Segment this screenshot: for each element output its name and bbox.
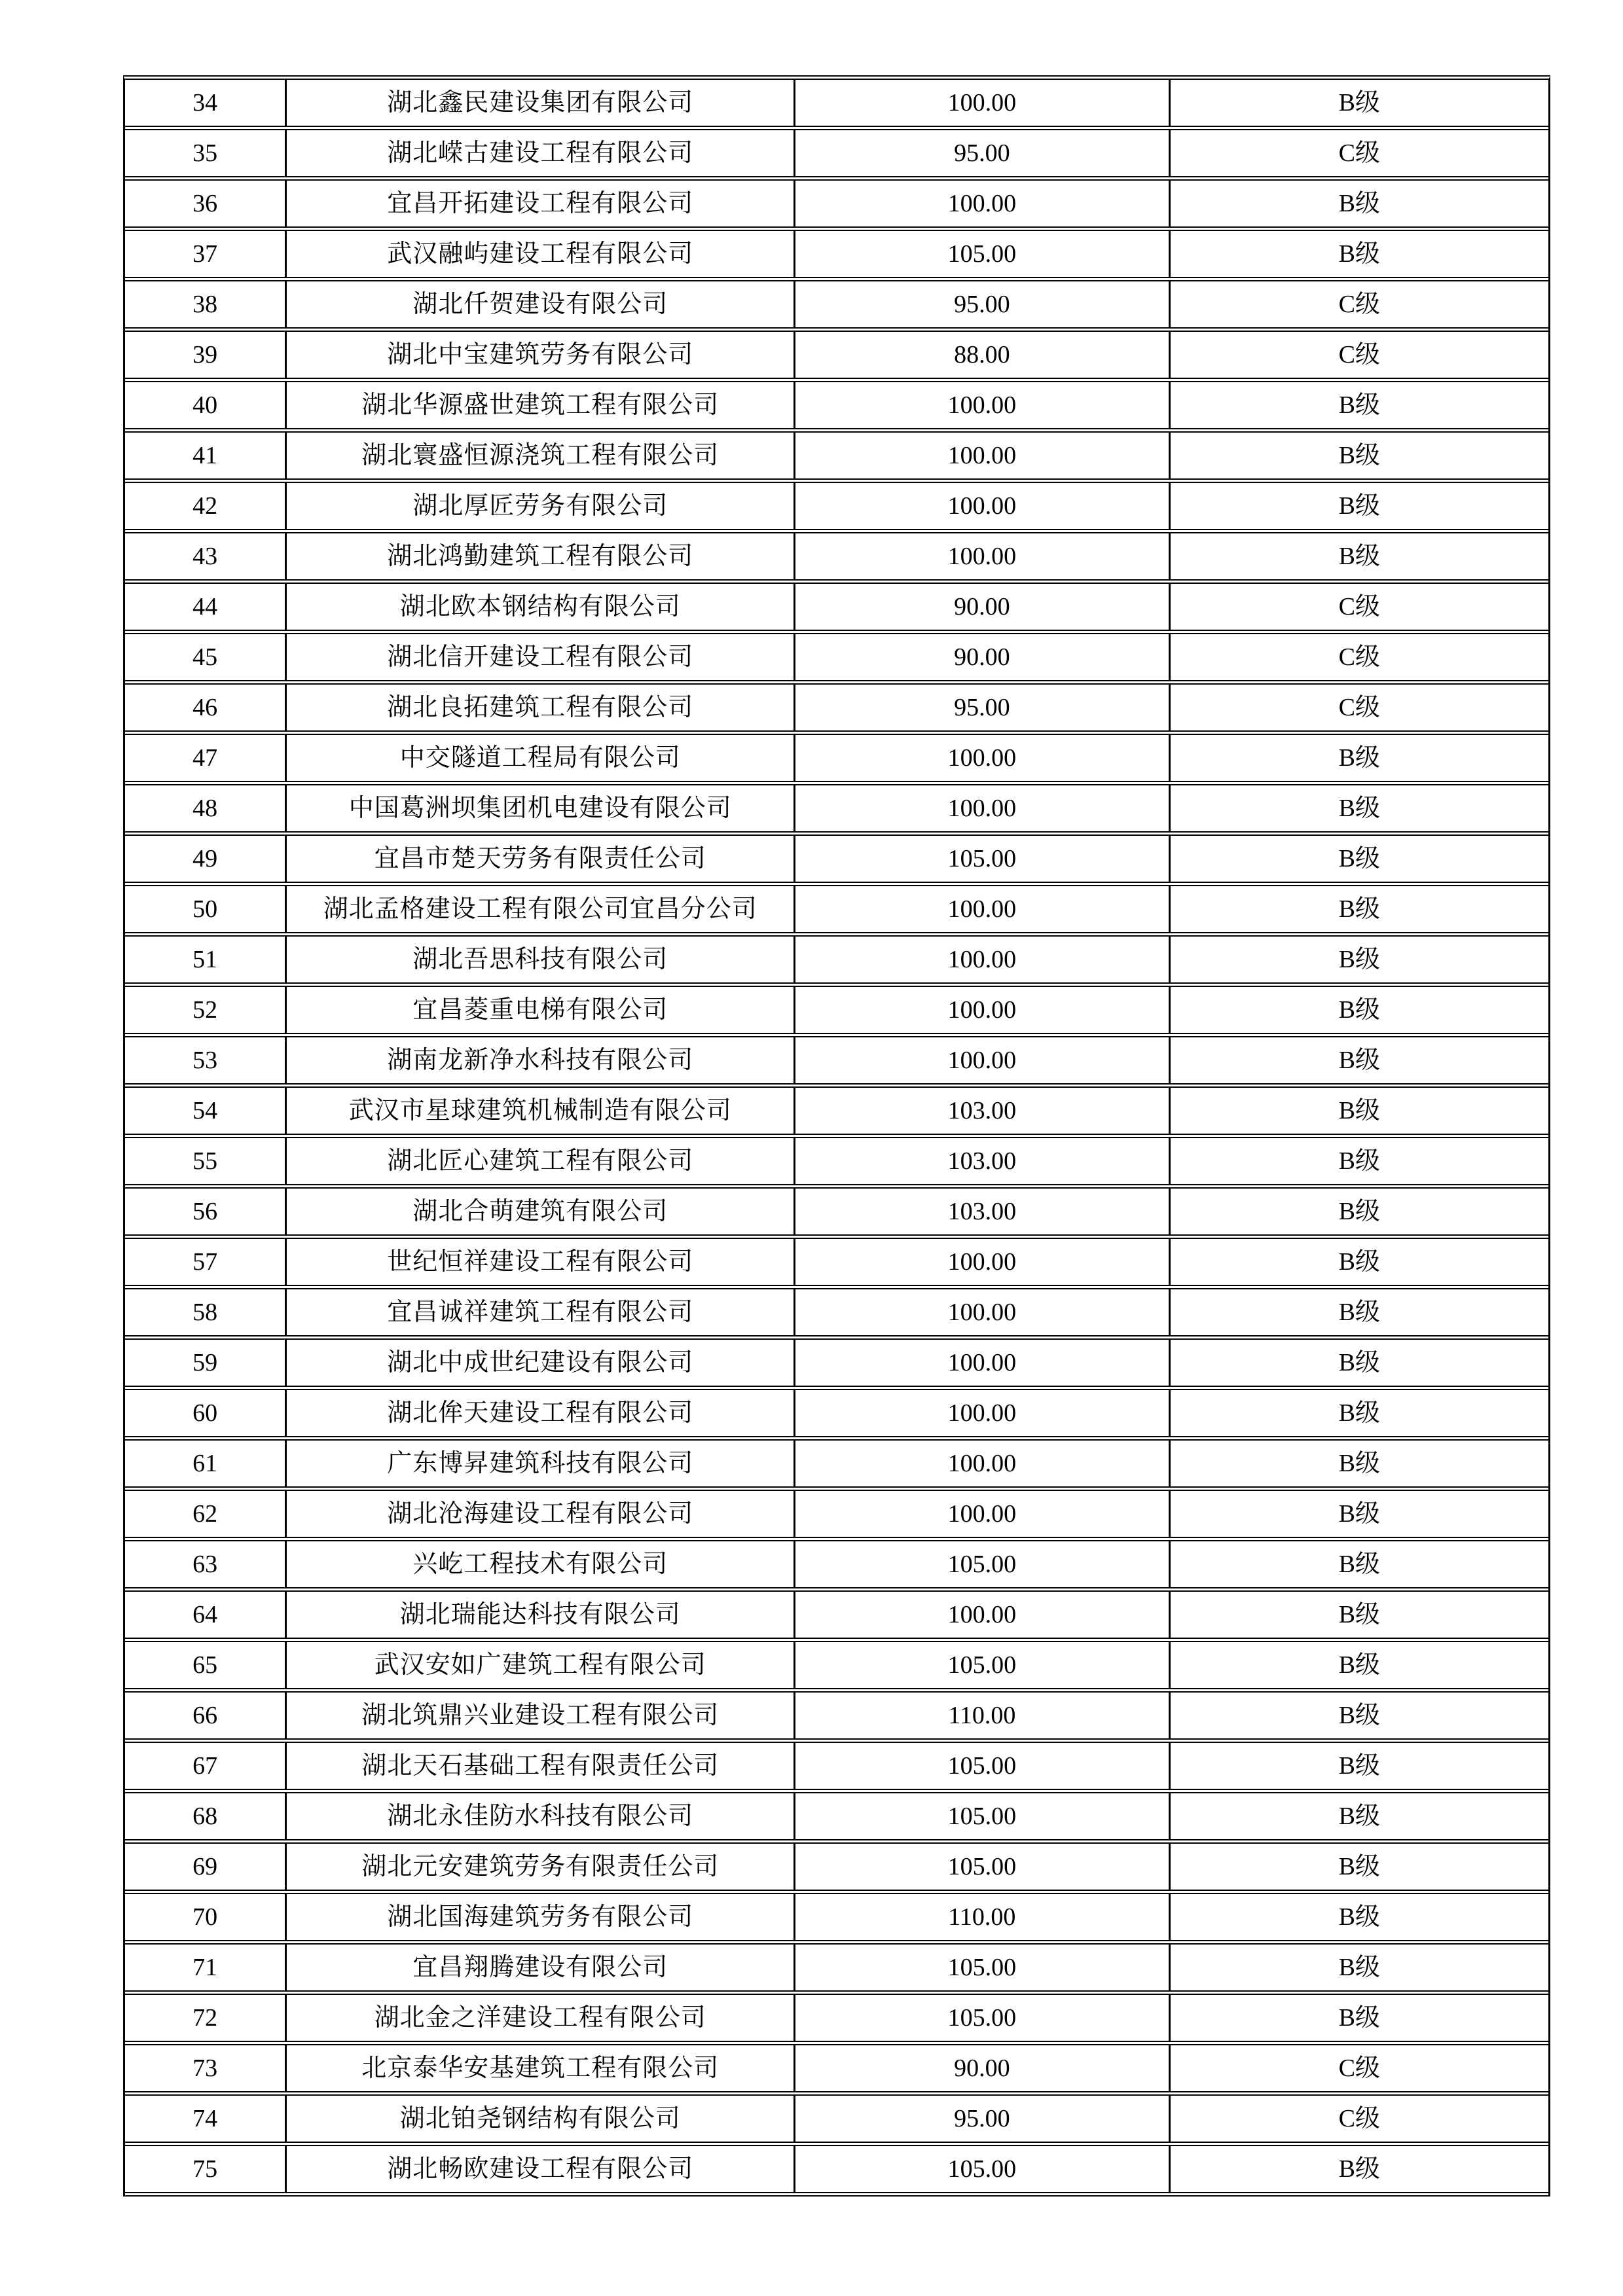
row-number-cell: 53 bbox=[192, 1047, 218, 1074]
table-row bbox=[125, 382, 1548, 433]
table-row bbox=[125, 1743, 1548, 1793]
grade-cell: B级 bbox=[1169, 1894, 1548, 1940]
row-number-cell: 58 bbox=[192, 1299, 218, 1326]
score-cell: 105.00 bbox=[793, 836, 1168, 882]
row-number-cell: 46 bbox=[192, 694, 218, 721]
score-cell: 100.00 bbox=[793, 533, 1168, 579]
grade-cell: C级 bbox=[1169, 634, 1548, 680]
score-cell: 100.00 bbox=[793, 1289, 1168, 1335]
row-number-cell: 38 bbox=[192, 291, 218, 318]
score-cell: 105.00 bbox=[793, 2146, 1168, 2192]
table-row bbox=[125, 1995, 1548, 2045]
row-number-cell: 61 bbox=[192, 1450, 218, 1477]
table-row bbox=[125, 2096, 1548, 2146]
company-name-cell: 湖北畅欧建设工程有限公司 bbox=[285, 2146, 793, 2192]
row-number-cell: 43 bbox=[192, 543, 218, 570]
row-number-cell: 74 bbox=[192, 2105, 218, 2132]
table-row bbox=[125, 332, 1548, 382]
company-name-cell: 湖北嵘古建设工程有限公司 bbox=[285, 130, 793, 176]
grade-cell: B级 bbox=[1169, 886, 1548, 932]
score-cell: 110.00 bbox=[793, 1693, 1168, 1738]
grade-cell: B级 bbox=[1169, 735, 1548, 781]
score-cell: 90.00 bbox=[793, 634, 1168, 680]
grade-cell: B级 bbox=[1169, 1743, 1548, 1789]
company-name-cell: 湖北中成世纪建设有限公司 bbox=[285, 1340, 793, 1386]
grade-cell: B级 bbox=[1169, 937, 1548, 982]
table-row bbox=[125, 937, 1548, 987]
grade-cell: B级 bbox=[1169, 1995, 1548, 2041]
table-row bbox=[125, 1289, 1548, 1340]
table-row bbox=[125, 1491, 1548, 1541]
grade-cell: B级 bbox=[1169, 181, 1548, 226]
row-number-cell: 68 bbox=[192, 1803, 218, 1830]
company-name-cell: 湖北鑫民建设集团有限公司 bbox=[285, 80, 793, 126]
grade-cell: B级 bbox=[1169, 1793, 1548, 1839]
grade-cell: C级 bbox=[1169, 281, 1548, 327]
company-name-cell: 兴屹工程技术有限公司 bbox=[285, 1541, 793, 1587]
grade-cell: B级 bbox=[1169, 433, 1548, 478]
company-name-cell: 中国葛洲坝集团机电建设有限公司 bbox=[285, 785, 793, 831]
table-row bbox=[125, 1138, 1548, 1189]
score-cell: 103.00 bbox=[793, 1189, 1168, 1234]
company-name-cell: 湖北吾思科技有限公司 bbox=[285, 937, 793, 982]
row-number-cell: 75 bbox=[192, 2155, 218, 2183]
row-number-cell: 66 bbox=[192, 1702, 218, 1729]
company-name-cell: 湖北瑞能达科技有限公司 bbox=[285, 1592, 793, 1638]
score-cell: 100.00 bbox=[793, 1037, 1168, 1083]
score-cell: 105.00 bbox=[793, 1541, 1168, 1587]
company-name-cell: 湖北寰盛恒源浇筑工程有限公司 bbox=[285, 433, 793, 478]
company-name-cell: 湖北铂尧钢结构有限公司 bbox=[285, 2096, 793, 2142]
row-number-cell: 62 bbox=[192, 1500, 218, 1528]
table-row bbox=[125, 584, 1548, 634]
company-name-cell: 湖北筑鼎兴业建设工程有限公司 bbox=[285, 1693, 793, 1738]
company-name-cell: 湖北中宝建筑劳务有限公司 bbox=[285, 332, 793, 378]
table-row bbox=[125, 1693, 1548, 1743]
table-row bbox=[125, 1592, 1548, 1642]
company-name-cell: 宜昌诚祥建筑工程有限公司 bbox=[285, 1289, 793, 1335]
row-number-cell: 34 bbox=[192, 89, 218, 117]
score-cell: 100.00 bbox=[793, 1441, 1168, 1486]
company-name-cell: 武汉市星球建筑机械制造有限公司 bbox=[285, 1088, 793, 1134]
row-number-cell: 50 bbox=[192, 895, 218, 923]
table-row bbox=[125, 2146, 1548, 2197]
row-number-cell: 71 bbox=[192, 1954, 218, 1981]
company-name-cell: 湖北良拓建筑工程有限公司 bbox=[285, 685, 793, 730]
table-row bbox=[125, 685, 1548, 735]
rating-table bbox=[123, 75, 1550, 2197]
company-name-cell: 湖北合萌建筑有限公司 bbox=[285, 1189, 793, 1234]
score-cell: 100.00 bbox=[793, 735, 1168, 781]
score-cell: 100.00 bbox=[793, 433, 1168, 478]
row-number-cell: 69 bbox=[192, 1853, 218, 1880]
row-number-cell: 72 bbox=[192, 2004, 218, 2032]
company-name-cell: 湖北孟格建设工程有限公司宜昌分公司 bbox=[285, 886, 793, 932]
company-name-cell: 宜昌开拓建设工程有限公司 bbox=[285, 181, 793, 226]
company-name-cell: 宜昌翔腾建设有限公司 bbox=[285, 1945, 793, 1990]
company-name-cell: 湖北厚匠劳务有限公司 bbox=[285, 483, 793, 529]
company-name-cell: 湖南龙新净水科技有限公司 bbox=[285, 1037, 793, 1083]
row-number-cell: 37 bbox=[192, 240, 218, 268]
company-name-cell: 湖北欧本钢结构有限公司 bbox=[285, 584, 793, 630]
table-row bbox=[125, 1390, 1548, 1441]
company-name-cell: 宜昌市楚天劳务有限责任公司 bbox=[285, 836, 793, 882]
score-cell: 100.00 bbox=[793, 937, 1168, 982]
score-cell: 100.00 bbox=[793, 1390, 1168, 1436]
score-cell: 100.00 bbox=[793, 382, 1168, 428]
grade-cell: B级 bbox=[1169, 80, 1548, 126]
grade-cell: B级 bbox=[1169, 1945, 1548, 1990]
company-name-cell: 湖北金之洋建设工程有限公司 bbox=[285, 1995, 793, 2041]
row-number-cell: 52 bbox=[192, 996, 218, 1024]
company-name-cell: 湖北鸿勤建筑工程有限公司 bbox=[285, 533, 793, 579]
grade-cell: B级 bbox=[1169, 1693, 1548, 1738]
score-cell: 103.00 bbox=[793, 1088, 1168, 1134]
table-row bbox=[125, 1945, 1548, 1995]
score-cell: 100.00 bbox=[793, 483, 1168, 529]
row-number-cell: 73 bbox=[192, 2054, 218, 2082]
grade-cell: B级 bbox=[1169, 1088, 1548, 1134]
score-cell: 88.00 bbox=[793, 332, 1168, 378]
company-name-cell: 湖北华源盛世建筑工程有限公司 bbox=[285, 382, 793, 428]
score-cell: 103.00 bbox=[793, 1138, 1168, 1184]
company-name-cell: 湖北元安建筑劳务有限责任公司 bbox=[285, 1844, 793, 1890]
grade-cell: B级 bbox=[1169, 1592, 1548, 1638]
grade-cell: B级 bbox=[1169, 785, 1548, 831]
table-row bbox=[125, 1894, 1548, 1945]
company-name-cell: 湖北侔天建设工程有限公司 bbox=[285, 1390, 793, 1436]
grade-cell: B级 bbox=[1169, 1491, 1548, 1537]
score-cell: 100.00 bbox=[793, 1340, 1168, 1386]
score-cell: 95.00 bbox=[793, 130, 1168, 176]
table-row bbox=[125, 1340, 1548, 1390]
grade-cell: B级 bbox=[1169, 1541, 1548, 1587]
row-number-cell: 56 bbox=[192, 1198, 218, 1225]
row-number-cell: 60 bbox=[192, 1399, 218, 1427]
row-number-cell: 54 bbox=[192, 1097, 218, 1124]
table-row bbox=[125, 80, 1548, 130]
grade-cell: B级 bbox=[1169, 533, 1548, 579]
score-cell: 100.00 bbox=[793, 785, 1168, 831]
grade-cell: C级 bbox=[1169, 130, 1548, 176]
score-cell: 100.00 bbox=[793, 987, 1168, 1033]
grade-cell: B级 bbox=[1169, 1037, 1548, 1083]
grade-cell: C级 bbox=[1169, 685, 1548, 730]
company-name-cell: 世纪恒祥建设工程有限公司 bbox=[285, 1239, 793, 1285]
score-cell: 105.00 bbox=[793, 1995, 1168, 2041]
score-cell: 100.00 bbox=[793, 80, 1168, 126]
grade-cell: B级 bbox=[1169, 836, 1548, 882]
company-name-cell: 湖北国海建筑劳务有限公司 bbox=[285, 1894, 793, 1940]
score-cell: 90.00 bbox=[793, 2045, 1168, 2091]
table-row bbox=[125, 1441, 1548, 1491]
table-row bbox=[125, 1239, 1548, 1289]
company-name-cell: 中交隧道工程局有限公司 bbox=[285, 735, 793, 781]
table-row bbox=[125, 836, 1548, 886]
row-number-cell: 40 bbox=[192, 391, 218, 419]
table-row bbox=[125, 634, 1548, 685]
row-number-cell: 36 bbox=[192, 190, 218, 217]
row-number-cell: 51 bbox=[192, 946, 218, 973]
table-row bbox=[125, 130, 1548, 181]
grade-cell: B级 bbox=[1169, 1239, 1548, 1285]
company-name-cell: 湖北沧海建设工程有限公司 bbox=[285, 1491, 793, 1537]
company-name-cell: 湖北仟贺建设有限公司 bbox=[285, 281, 793, 327]
grade-cell: B级 bbox=[1169, 1390, 1548, 1436]
table-row bbox=[125, 1037, 1548, 1088]
grade-cell: C级 bbox=[1169, 332, 1548, 378]
score-cell: 105.00 bbox=[793, 231, 1168, 277]
row-number-cell: 39 bbox=[192, 341, 218, 368]
score-cell: 110.00 bbox=[793, 1894, 1168, 1940]
table-row bbox=[125, 433, 1548, 483]
company-name-cell: 宜昌菱重电梯有限公司 bbox=[285, 987, 793, 1033]
company-name-cell: 湖北匠心建筑工程有限公司 bbox=[285, 1138, 793, 1184]
score-cell: 100.00 bbox=[793, 181, 1168, 226]
score-cell: 100.00 bbox=[793, 886, 1168, 932]
table-row bbox=[125, 987, 1548, 1037]
table-row bbox=[125, 735, 1548, 785]
score-cell: 105.00 bbox=[793, 1743, 1168, 1789]
score-cell: 105.00 bbox=[793, 1945, 1168, 1990]
grade-cell: C级 bbox=[1169, 2045, 1548, 2091]
row-number-cell: 63 bbox=[192, 1551, 218, 1578]
row-number-cell: 70 bbox=[192, 1903, 218, 1931]
company-name-cell: 武汉融屿建设工程有限公司 bbox=[285, 231, 793, 277]
grade-cell: B级 bbox=[1169, 483, 1548, 529]
table-row bbox=[125, 1541, 1548, 1592]
company-name-cell: 湖北信开建设工程有限公司 bbox=[285, 634, 793, 680]
row-number-cell: 35 bbox=[192, 139, 218, 167]
table-row bbox=[125, 785, 1548, 836]
grade-cell: B级 bbox=[1169, 1138, 1548, 1184]
grade-cell: B级 bbox=[1169, 382, 1548, 428]
table-row bbox=[125, 886, 1548, 937]
row-number-cell: 42 bbox=[192, 492, 218, 520]
table-row bbox=[125, 1088, 1548, 1138]
table-row bbox=[125, 1642, 1548, 1693]
row-number-cell: 65 bbox=[192, 1651, 218, 1679]
company-name-cell: 湖北永佳防水科技有限公司 bbox=[285, 1793, 793, 1839]
table-row bbox=[125, 281, 1548, 332]
grade-cell: B级 bbox=[1169, 1289, 1548, 1335]
score-cell: 95.00 bbox=[793, 685, 1168, 730]
row-number-cell: 48 bbox=[192, 795, 218, 822]
grade-cell: B级 bbox=[1169, 1189, 1548, 1234]
grade-cell: C级 bbox=[1169, 2096, 1548, 2142]
score-cell: 90.00 bbox=[793, 584, 1168, 630]
grade-cell: B级 bbox=[1169, 1441, 1548, 1486]
row-number-cell: 59 bbox=[192, 1349, 218, 1376]
row-number-cell: 49 bbox=[192, 845, 218, 872]
row-number-cell: 44 bbox=[192, 593, 218, 620]
table-row bbox=[125, 231, 1548, 281]
table-row bbox=[125, 181, 1548, 231]
score-cell: 105.00 bbox=[793, 1844, 1168, 1890]
score-cell: 95.00 bbox=[793, 2096, 1168, 2142]
table-row bbox=[125, 1844, 1548, 1894]
grade-cell: C级 bbox=[1169, 584, 1548, 630]
grade-cell: B级 bbox=[1169, 987, 1548, 1033]
table-row bbox=[125, 533, 1548, 584]
grade-cell: B级 bbox=[1169, 2146, 1548, 2192]
row-number-cell: 55 bbox=[192, 1147, 218, 1175]
table-row bbox=[125, 1793, 1548, 1844]
row-number-cell: 45 bbox=[192, 643, 218, 671]
table-row bbox=[125, 1189, 1548, 1239]
grade-cell: B级 bbox=[1169, 1340, 1548, 1386]
grade-cell: B级 bbox=[1169, 1844, 1548, 1890]
row-number-cell: 67 bbox=[192, 1752, 218, 1780]
company-name-cell: 湖北天石基础工程有限责任公司 bbox=[285, 1743, 793, 1789]
score-cell: 105.00 bbox=[793, 1642, 1168, 1688]
row-number-cell: 64 bbox=[192, 1601, 218, 1628]
score-cell: 105.00 bbox=[793, 1793, 1168, 1839]
company-name-cell: 广东博昇建筑科技有限公司 bbox=[285, 1441, 793, 1486]
score-cell: 95.00 bbox=[793, 281, 1168, 327]
score-cell: 100.00 bbox=[793, 1491, 1168, 1537]
table-row bbox=[125, 483, 1548, 533]
company-name-cell: 武汉安如广建筑工程有限公司 bbox=[285, 1642, 793, 1688]
table-row bbox=[125, 2045, 1548, 2096]
score-cell: 100.00 bbox=[793, 1239, 1168, 1285]
grade-cell: B级 bbox=[1169, 1642, 1548, 1688]
row-number-cell: 47 bbox=[192, 744, 218, 772]
row-number-cell: 41 bbox=[192, 442, 218, 469]
grade-cell: B级 bbox=[1169, 231, 1548, 277]
row-number-cell: 57 bbox=[192, 1248, 218, 1276]
score-cell: 100.00 bbox=[793, 1592, 1168, 1638]
company-name-cell: 北京泰华安基建筑工程有限公司 bbox=[285, 2045, 793, 2091]
